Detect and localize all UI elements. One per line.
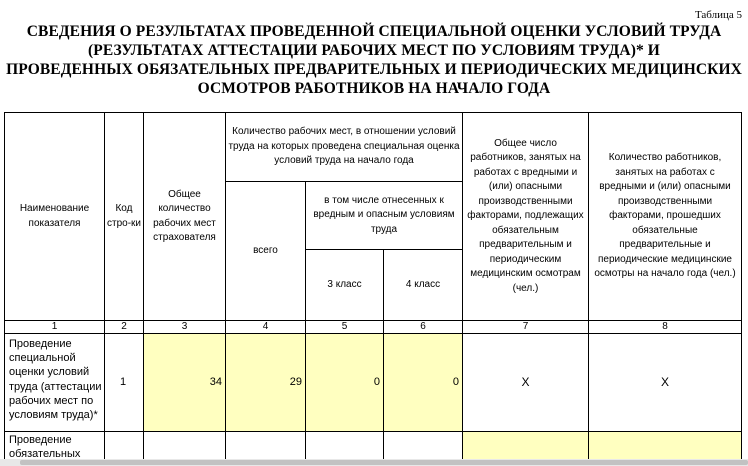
row1-workers-examined: X — [660, 375, 669, 389]
input-fill-row2-col8 — [589, 432, 741, 459]
col-number-4: 4 — [262, 321, 269, 332]
header-workers-harmful: Общее число работников, занятых на работах с вредными и (или) опасными производственными факторами, подлежащих обязательным предварительным и периодическим медицинским осмотрам (чел.) — [467, 137, 584, 294]
title-line-2: (РЕЗУЛЬТАТАХ АТТЕСТАЦИИ РАБОЧИХ МЕСТ ПО УСЛОВИЯМ ТРУДА)* И — [88, 42, 660, 59]
table-number-label: Таблица 5 — [694, 9, 742, 21]
row2-label: Проведение обязательных — [9, 434, 81, 459]
row1-class3[interactable]: 0 — [373, 376, 380, 388]
header-name: Наименование показателя — [19, 203, 90, 229]
row1-code: 1 — [120, 376, 127, 388]
input-fill-row2-col7 — [463, 432, 588, 459]
col-number-2: 2 — [121, 321, 127, 332]
row1-all[interactable]: 29 — [289, 376, 302, 388]
header-including: в том числе отнесенных к вредным и опасным условиям труда — [313, 194, 455, 235]
header-total-places: Общее количество рабочих мест страхователя — [153, 188, 216, 243]
header-class4: 4 класс — [405, 278, 441, 290]
row1-label: Проведение специальной оценки условий труда (аттестации рабочих мест по условиям труда)* — [9, 338, 102, 422]
title-line-3: ПРОВЕДЕННЫХ ОБЯЗАТЕЛЬНЫХ ПРЕДВАРИТЕЛЬНЫХ И ПЕРИОДИЧЕСКИХ МЕДИЦИНСКИХ — [6, 61, 742, 78]
row1-workers-harmful: X — [521, 375, 530, 389]
title-line-4: ОСМОТРОВ РАБОТНИКОВ НА НАЧАЛО ГОДА — [197, 80, 551, 97]
row1-total-places[interactable]: 34 — [209, 376, 222, 388]
header-all: всего — [253, 244, 278, 256]
col-number-5: 5 — [341, 321, 348, 332]
scrollbar-thumb[interactable] — [20, 460, 748, 465]
header-code: Код стро-ки — [107, 203, 141, 229]
col-number-6: 6 — [420, 321, 426, 332]
col-number-3: 3 — [181, 321, 188, 332]
header-class3: 3 класс — [327, 278, 362, 290]
col-number-8: 8 — [662, 321, 668, 332]
header-workers-examined: Количество работников, занятых на работах с вредными и (или) опасными производственными факторами, прошедших обязательные предварительные и периодические медицинские осмотры на начало года (чел.) — [594, 152, 736, 280]
col-number-7: 7 — [522, 321, 529, 332]
row1-class4[interactable]: 0 — [452, 376, 459, 388]
header-assessed: Количество рабочих мест, в отношении условий труда на которых проведена специальная оценка условий труда на начало года — [228, 126, 460, 167]
title-line-1: СВЕДЕНИЯ О РЕЗУЛЬТАТАХ ПРОВЕДЕННОЙ СПЕЦИАЛЬНОЙ ОЦЕНКИ УСЛОВИЙ ТРУДА — [26, 23, 722, 40]
col-number-1: 1 — [51, 321, 58, 332]
